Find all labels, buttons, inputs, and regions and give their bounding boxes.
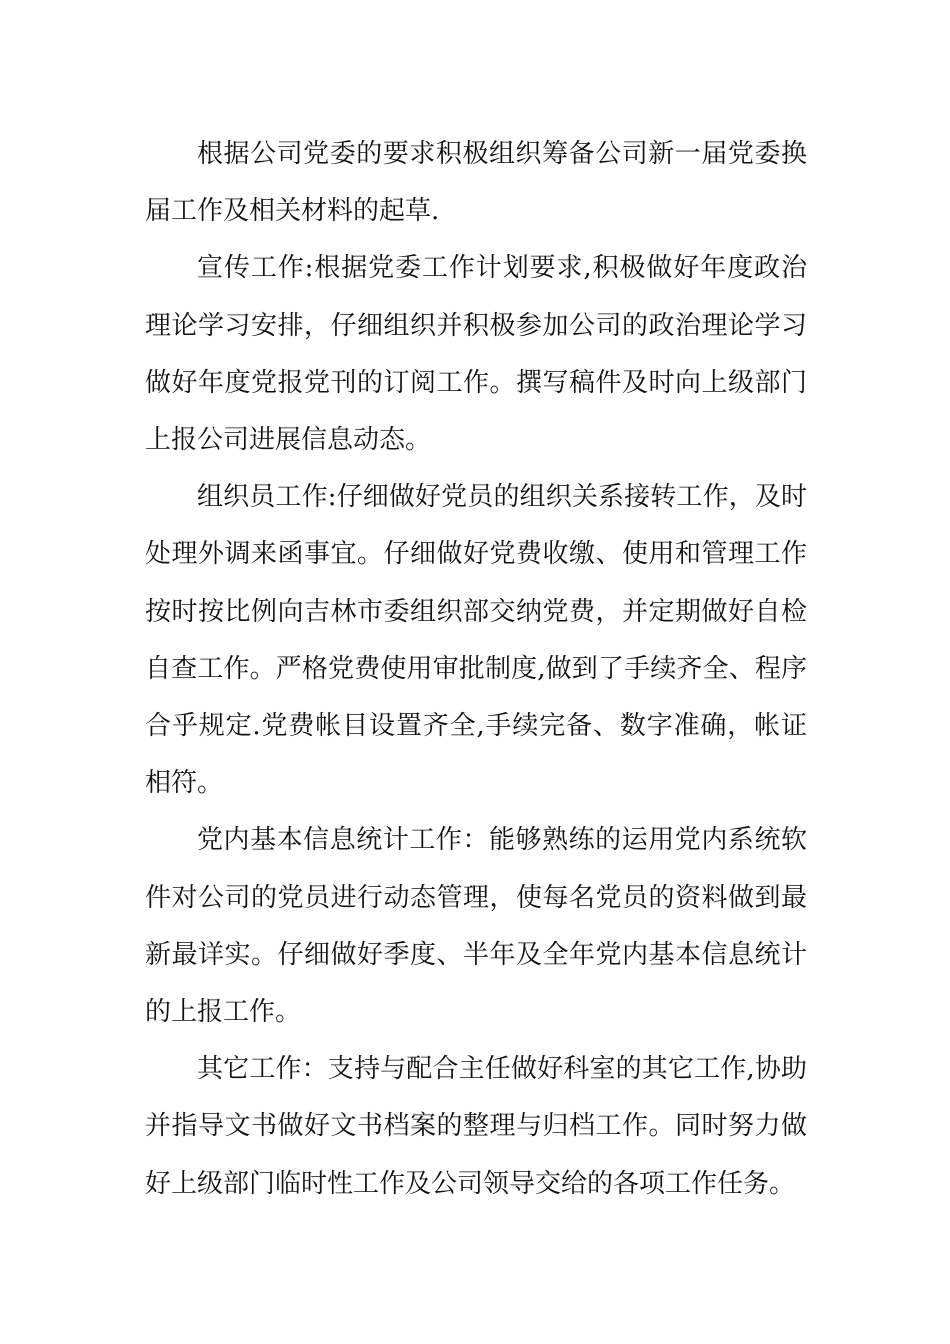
paragraph-publicity-work: 宣传工作:根据党委工作计划要求,积极做好年度政治理论学习安排，仔细组织并积极参加公司的政治理论学习做好年度党报党刊的订阅工作。撰写稿件及时向上级部门上报公司进展信息动态。: [145, 253, 807, 456]
paragraph-organizer-work: 组织员工作:仔细做好党员的组织关系接转工作，及时处理外调来函事宜。仔细做好党费收缴、使用和管理工作按时按比例向吉林市委组织部交纳党费，并定期做好自检自查工作。严格党费使用审批制度,做到了手续齐全、程序合乎规定.党费帐目设置齐全,手续完备、数字准确，帐证相符。: [145, 482, 807, 799]
paragraph-other-work: 其它工作：支持与配合主任做好科室的其它工作,协助并指导文书做好文书档案的整理与归档工作。同时努力做好上级部门临时性工作及公司领导交给的各项工作任务。: [145, 1054, 807, 1199]
paragraph-statistics-work: 党内基本信息统计工作：能够熟练的运用党内系统软件对公司的党员进行动态管理，使每名党员的资料做到最新最详实。仔细做好季度、半年及全年党内基本信息统计的上报工作。: [145, 825, 807, 1028]
paragraph-party-election: 根据公司党委的要求积极组织筹备公司新一届党委换届工作及相关材料的起草.: [145, 139, 807, 227]
document-body: [145, 126, 807, 1213]
